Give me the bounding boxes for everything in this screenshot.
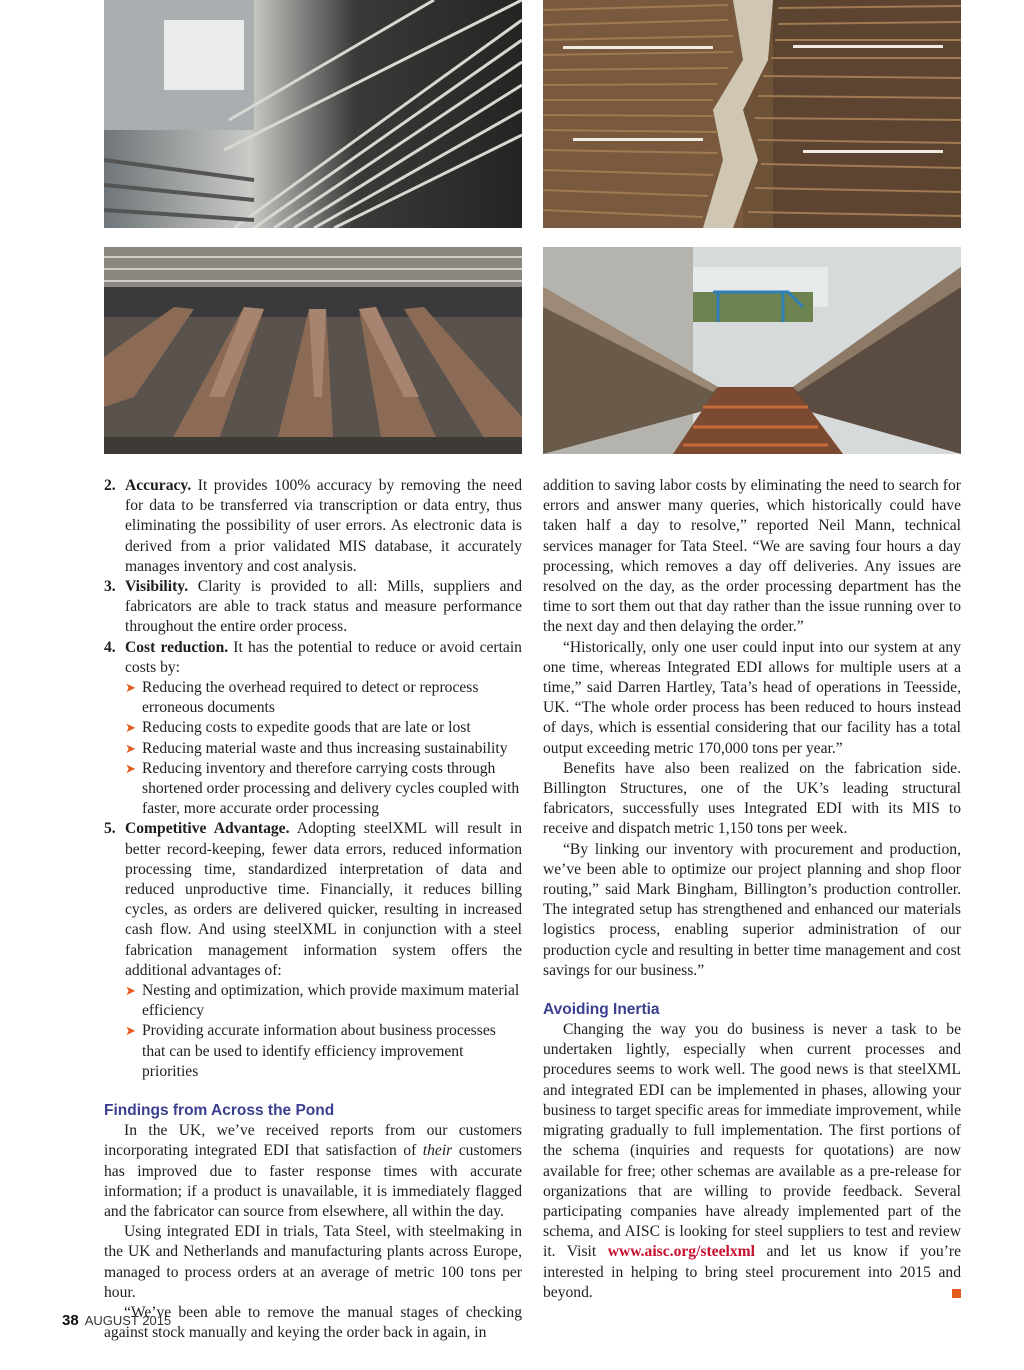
arrow-bullet-icon: ➤: [125, 680, 136, 696]
item-title: Cost reduction.: [125, 638, 229, 656]
item-title: Visibility.: [125, 578, 189, 596]
item-title: Competitive Advantage.: [125, 820, 290, 838]
paragraph: Changing the way you do business is never a task to be undertaken lightly, especially when current processes and procedures seems to work well. The good news is that steelXML and integrated EDI can be implemented in phases, allowing your business to target specific areas for immediate improvement, while migrating gradually to full implementation. The first portions of the schema (inquiries and requests for quotations) are now available for free; other schemas are available as a pre-release for organizations that are willing to provide feedback. Several participating companies have already implemented part of the schema, and AISC is looking for steel suppliers to test and review it. Visit www.aisc.org/steelxml and let us know if you’re interested in helping to bring steel procurement into 2015 and beyond.: [543, 1021, 962, 1301]
list-item-visibility: 3. Visibility. Clarity is provided to all: Mills, suppliers and fabricators are able to track status and measure performance throughout the entire order process.: [104, 578, 522, 636]
list-item-cost-reduction: 4. Cost reduction. It has the potential to reduce or avoid certain costs by:: [104, 638, 522, 676]
end-of-article-icon: [952, 1289, 961, 1298]
list-item-accuracy: 2. Accuracy. It provides 100% accuracy by removing the need for data to be transferred via transcription or data entry, thus eliminating the possibility of user errors. As electronic data is derived from a prior validated MIS database, it accurately manages inventory and cost analysis.: [104, 477, 522, 575]
item-text: It provides 100% accuracy by removing the need for data to be transferred via transcription or data entry, thus eliminating the possibility of user errors. As electronic data is derived from a prior validated MIS database, it accurately manages inventory and cost analysis.: [125, 477, 522, 575]
arrow-bullet-icon: ➤: [125, 983, 136, 999]
aisc-steelxml-link[interactable]: www.aisc.org/steelxml: [607, 1243, 755, 1261]
steel-beams-fabrication-shop-photo: [104, 247, 522, 454]
arrow-bullet-icon: ➤: [125, 720, 136, 736]
section-heading-avoiding-inertia: Avoiding Inertia: [543, 1001, 660, 1019]
list-item-competitive-advantage: 5. Competitive Advantage. Adopting steelXML will result in better record-keeping, fewer data errors, reduced information processing time, standardized interpretation of data and reduced unproductive time. Financially, it reduces billing cycles, as orders are delivered quicker, resulting in increased cash flow. And using steelXML in conjunction with a steel fabrication management information system offers the additional advantages of:: [104, 820, 522, 979]
steel-beams-yard-photo: [543, 247, 961, 454]
page-footer: [62, 1312, 171, 1329]
paragraph: Benefits have also been realized on the fabrication side. Billington Structures, one of the UK’s leading structural fabricators, successfully uses Integrated EDI with its MIS to receive and dispatch metric 1,150 tons per week.: [543, 759, 961, 838]
stacked-steel-angles-photo: [104, 0, 522, 228]
bullet-item: ➤ Reducing costs to expedite goods that are late or lost: [104, 718, 522, 738]
item-title: Accuracy.: [125, 477, 192, 494]
section-heading-findings: Findings from Across the Pond: [104, 1102, 335, 1120]
arrow-bullet-icon: ➤: [125, 760, 136, 776]
issue-date: AUGUST 2015: [84, 1313, 172, 1328]
right-column: [543, 476, 961, 1303]
paragraph: In the UK, we’ve received reports from our customers incorporating integrated EDI that satisfaction of their customers has improved due to faster response times with accurate information; if a product is unavailable, it is immediately flagged and the fabricator can source from elsewhere, all within the day.: [104, 1122, 522, 1220]
paragraph: addition to saving labor costs by eliminating the need to search for errors and answer many queries, which historically could have taken half a day to resolve,” reported Neil Mann, technical services manager for Tata Steel. “We are saving four hours a day processing, which removes a day off deliveries. Any issues are resolved on the day, as the order processing department has the time to sort them out that day rather than the issue running over to the next day and then delaying the order.”: [543, 477, 961, 636]
paragraph: Using integrated EDI in trials, Tata Steel, with steelmaking in the UK and Netherlands and manufacturing plants across Europe, managed to process orders at an average of metric 100 tons per hour.: [104, 1223, 522, 1301]
steel-stock-piles-photo: [543, 0, 961, 228]
bullet-item: ➤ Providing accurate information about business processes that can be used to identify efficiency improvement priorities: [125, 1022, 496, 1080]
item-text: Clarity is provided to all: Mills, suppliers and fabricators are able to track status and measure performance throughout the entire order process.: [125, 578, 522, 636]
item-text: It has the potential to reduce or avoid certain costs by:: [125, 638, 522, 676]
left-column: [104, 476, 522, 1343]
bullet-item: ➤ Reducing material waste and thus increasing sustainability: [104, 739, 522, 759]
bullet-item: ➤ Reducing inventory and therefore carrying costs through shortened order processing and delivery cycles coupled with faster, more accurate order processing: [125, 759, 520, 818]
paragraph: “We’ve been able to remove the manual stages of checking against stock manually and keying the order back in again, in: [104, 1303, 522, 1342]
arrow-bullet-icon: ➤: [125, 1023, 136, 1039]
item-text: Adopting steelXML will result in better record-keeping, fewer data errors, reduced information processing time, standardized interpretation of data and reduced unproductive time. Financially, it reduces billing cycles, as orders are delivered quicker, resulting in increased cash flow. And using steelXML in conjunction with a steel fabrication management information system offers the additional advantages of:: [125, 820, 522, 979]
paragraph: “By linking our inventory with procurement and production, we’ve been able to optimize our project planning and shop floor routing,” said Mark Bingham, Billington’s production controller. The integrated setup has strengthened and enhanced our materials logistics process, enabling superior administration of our production cycle and resulting in better time management and cost savings for our business.”: [543, 840, 961, 979]
paragraph: “Historically, only one user could input into our system at any one time, whereas Integrated EDI allows for multiple users at a time,” said Darren Hartley, Tata’s head of operations in Teesside, UK. “The whole order process has been reduced to hours instead of days, which is essential considering that our facility has a total output exceeding metric 170,000 tons per year.”: [543, 638, 961, 757]
arrow-bullet-icon: ➤: [125, 740, 136, 756]
page-number: 38: [62, 1312, 79, 1329]
bullet-item: ➤ Reducing the overhead required to detect or reprocess erroneous documents: [125, 679, 479, 717]
bullet-item: ➤ Nesting and optimization, which provide maximum material efficiency: [125, 982, 520, 1020]
